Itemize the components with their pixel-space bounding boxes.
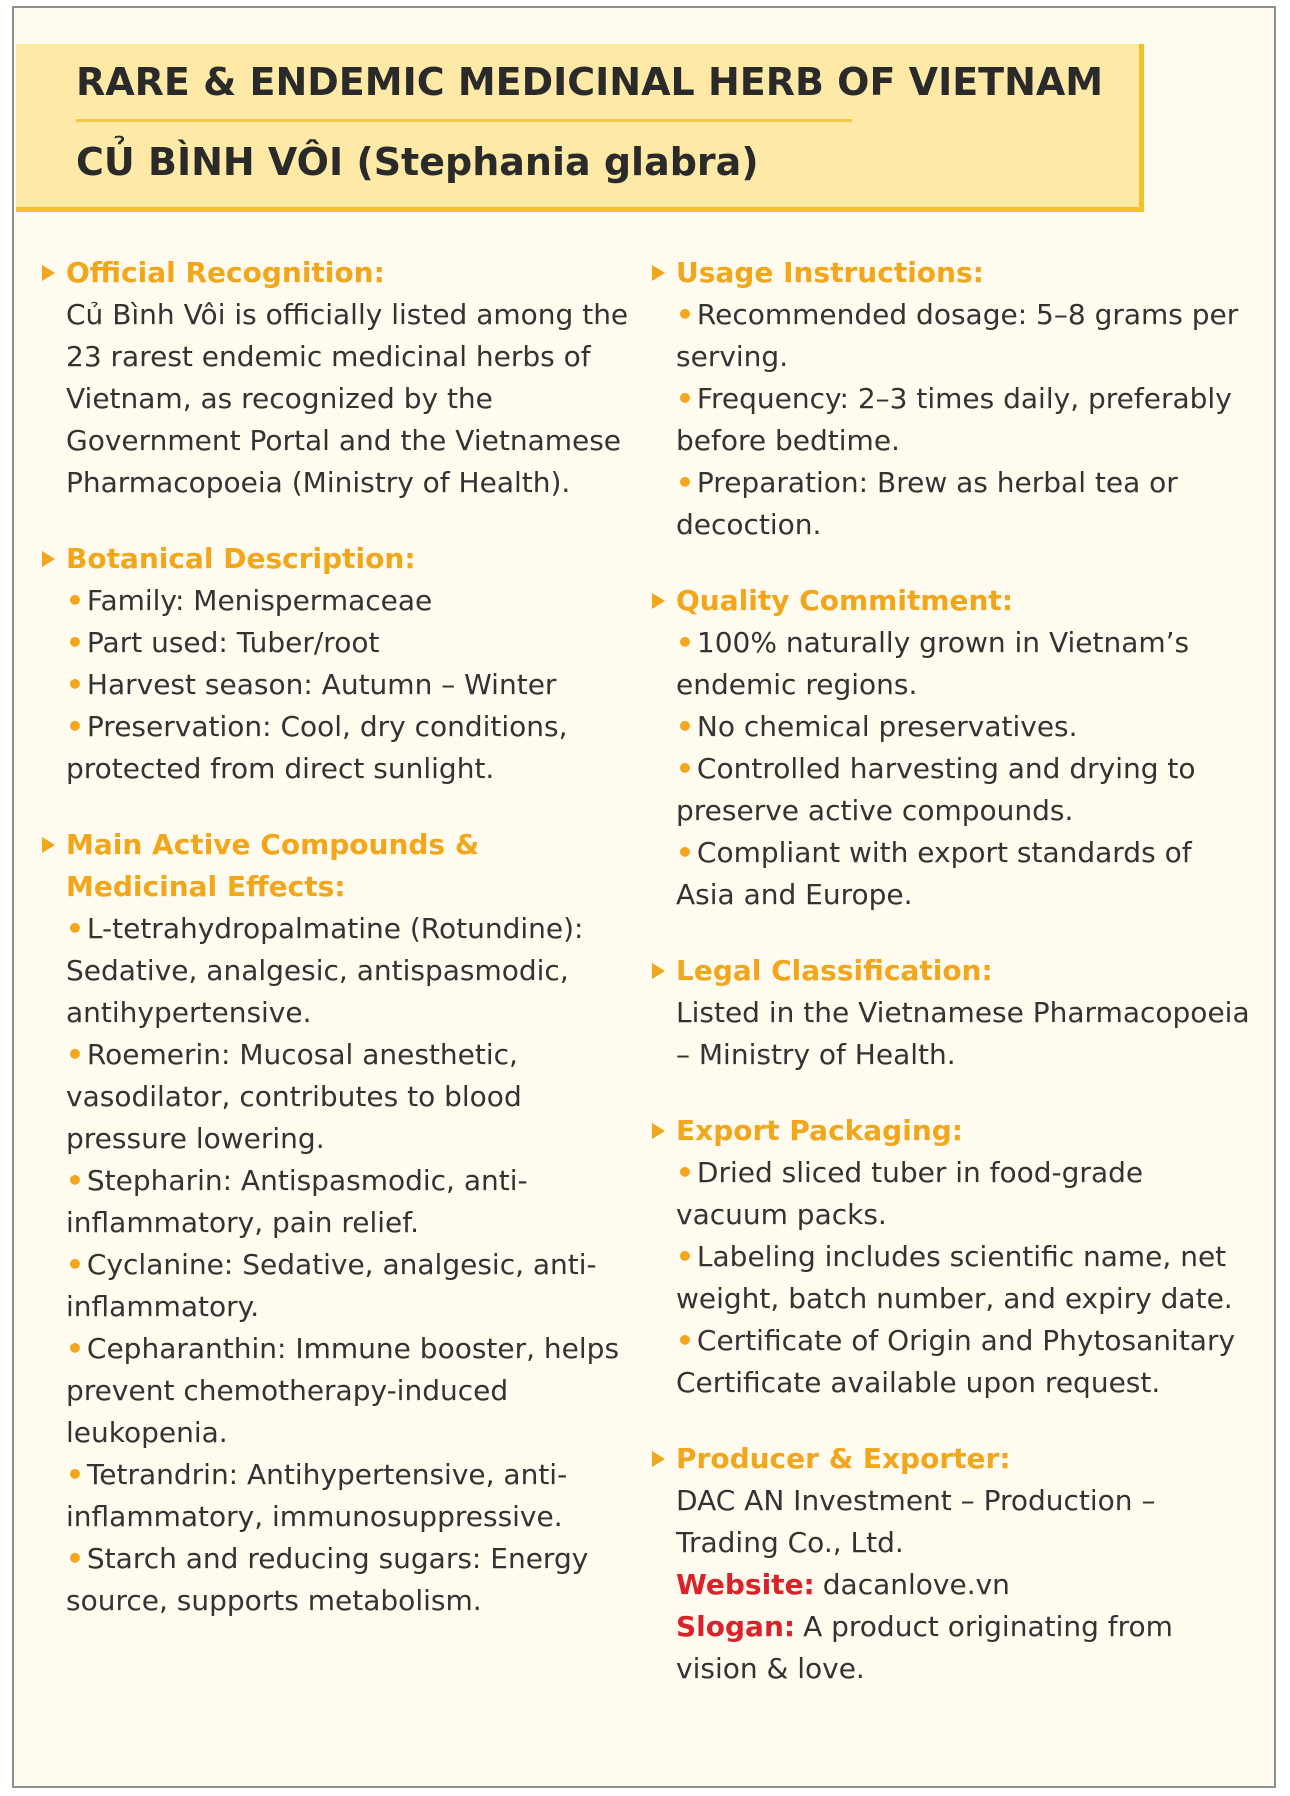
- list-item: • Part used: Tuber/root: [66, 626, 380, 659]
- triangle-bullet-icon: [42, 837, 55, 853]
- triangle-bullet-icon: [42, 265, 55, 281]
- section-legal-classification: [652, 950, 1252, 1076]
- triangle-bullet-icon: [652, 265, 665, 281]
- list-item: • Frequency: 2–3 times daily, preferably before bedtime.: [676, 382, 1232, 457]
- dot-bullet-icon: •: [676, 626, 694, 659]
- triangle-bullet-icon: [652, 1123, 665, 1139]
- triangle-bullet-icon: [42, 551, 55, 567]
- section-heading: Quality Commitment:: [652, 580, 1252, 622]
- section-text: Listed in the Vietnamese Pharmacopoeia – Ministry of Health.: [676, 996, 1250, 1071]
- dot-bullet-icon: •: [66, 584, 84, 617]
- list-item: • Dried sliced tuber in food-grade vacuum packs.: [676, 1156, 1144, 1231]
- list-item: • Preparation: Brew as herbal tea or decoction.: [676, 466, 1178, 541]
- section-text: Củ Bình Vôi is officially listed among the 23 rarest endemic medicinal herbs of Vietnam, as recognized by the Government Portal and the Vietnamese Pharmacopoeia (Ministry of Health).: [66, 298, 629, 499]
- dot-bullet-icon: •: [66, 1458, 84, 1491]
- dot-bullet-icon: •: [66, 626, 84, 659]
- dot-bullet-icon: •: [676, 1156, 694, 1189]
- dot-bullet-icon: •: [66, 1038, 84, 1071]
- list-item: • Certificate of Origin and Phytosanitary Certificate available upon request.: [676, 1324, 1236, 1399]
- dot-bullet-icon: •: [66, 668, 84, 701]
- list-item: • 100% naturally grown in Vietnam’s endemic regions.: [676, 626, 1190, 701]
- section-heading: Export Packaging:: [652, 1110, 1252, 1152]
- list-item: • No chemical preservatives.: [676, 710, 1078, 743]
- triangle-bullet-icon: [652, 593, 665, 609]
- list-item: • Tetrandrin: Antihypertensive, anti-inflammatory, immunosuppressive.: [66, 1458, 568, 1533]
- slogan-text: A product originating from vision & love.: [676, 1610, 1173, 1685]
- dot-bullet-icon: •: [66, 1248, 84, 1281]
- section-heading: Botanical Description:: [42, 538, 642, 580]
- dot-bullet-icon: •: [676, 1240, 694, 1273]
- website-link[interactable]: dacanlove.vn: [822, 1568, 1010, 1601]
- dot-bullet-icon: •: [66, 1332, 84, 1365]
- list-item: • Roemerin: Mucosal anesthetic, vasodilator, contributes to blood pressure lowering.: [66, 1038, 522, 1155]
- list-item: • Stepharin: Antispasmodic, anti-inflammatory, pain relief.: [66, 1164, 528, 1239]
- triangle-bullet-icon: [652, 963, 665, 979]
- section-usage-instructions: [652, 252, 1252, 546]
- dot-bullet-icon: •: [676, 298, 694, 331]
- list-item: • Harvest season: Autumn – Winter: [66, 668, 557, 701]
- dot-bullet-icon: •: [676, 382, 694, 415]
- list-item: • Family: Menispermaceae: [66, 584, 433, 617]
- slogan-label: Slogan:: [676, 1610, 796, 1643]
- section-heading: Official Recognition:: [42, 252, 642, 294]
- triangle-bullet-icon: [652, 1451, 665, 1467]
- website-label: Website:: [676, 1568, 815, 1601]
- list-item: • Compliant with export standards of Asia and Europe.: [676, 836, 1192, 911]
- list-item: • Preservation: Cool, dry conditions, protected from direct sunlight.: [66, 710, 568, 785]
- dot-bullet-icon: •: [676, 1324, 694, 1357]
- list-item: • Cyclanine: Sedative, analgesic, anti-inflammatory.: [66, 1248, 597, 1323]
- section-producer-exporter: [652, 1438, 1252, 1690]
- section-official-recognition: [42, 252, 642, 504]
- list-item: • Controlled harvesting and drying to preserve active compounds.: [676, 752, 1196, 827]
- section-export-packaging: [652, 1110, 1252, 1404]
- dot-bullet-icon: •: [676, 466, 694, 499]
- left-column: [42, 252, 642, 1622]
- section-quality-commitment: [652, 580, 1252, 916]
- dot-bullet-icon: •: [66, 710, 84, 743]
- list-item: • Cepharanthin: Immune booster, helps prevent chemotherapy-induced leukopenia.: [66, 1332, 620, 1449]
- section-active-compounds: [42, 824, 642, 1622]
- website-row: [676, 1564, 1252, 1606]
- dot-bullet-icon: •: [676, 836, 694, 869]
- page-title: RARE & ENDEMIC MEDICINAL HERB OF VIETNAM: [76, 60, 1104, 104]
- section-heading: Producer & Exporter:: [652, 1438, 1252, 1480]
- section-heading: Legal Classification:: [652, 950, 1252, 992]
- title-underline: [76, 119, 852, 122]
- list-item: • Starch and reducing sugars: Energy source, supports metabolism.: [66, 1542, 589, 1617]
- producer-name: DAC AN Investment – Production – Trading Co., Ltd.: [676, 1484, 1156, 1559]
- dot-bullet-icon: •: [66, 1542, 84, 1575]
- right-column: [652, 252, 1252, 1690]
- dot-bullet-icon: •: [676, 710, 694, 743]
- section-botanical-description: [42, 538, 642, 790]
- slogan-row: [676, 1606, 1252, 1690]
- dot-bullet-icon: •: [66, 912, 84, 945]
- dot-bullet-icon: •: [66, 1164, 84, 1197]
- section-heading: Usage Instructions:: [652, 252, 1252, 294]
- page-subtitle: CỦ BÌNH VÔI (Stephania glabra): [76, 140, 759, 184]
- list-item: • L-tetrahydropalmatine (Rotundine): Sedative, analgesic, antispasmodic, antihypertensive.: [66, 912, 584, 1029]
- section-heading: Main Active Compounds & Medicinal Effects:: [42, 824, 642, 908]
- dot-bullet-icon: •: [676, 752, 694, 785]
- list-item: • Recommended dosage: 5–8 grams per serving.: [676, 298, 1239, 373]
- list-item: • Labeling includes scientific name, net weight, batch number, and expiry date.: [676, 1240, 1233, 1315]
